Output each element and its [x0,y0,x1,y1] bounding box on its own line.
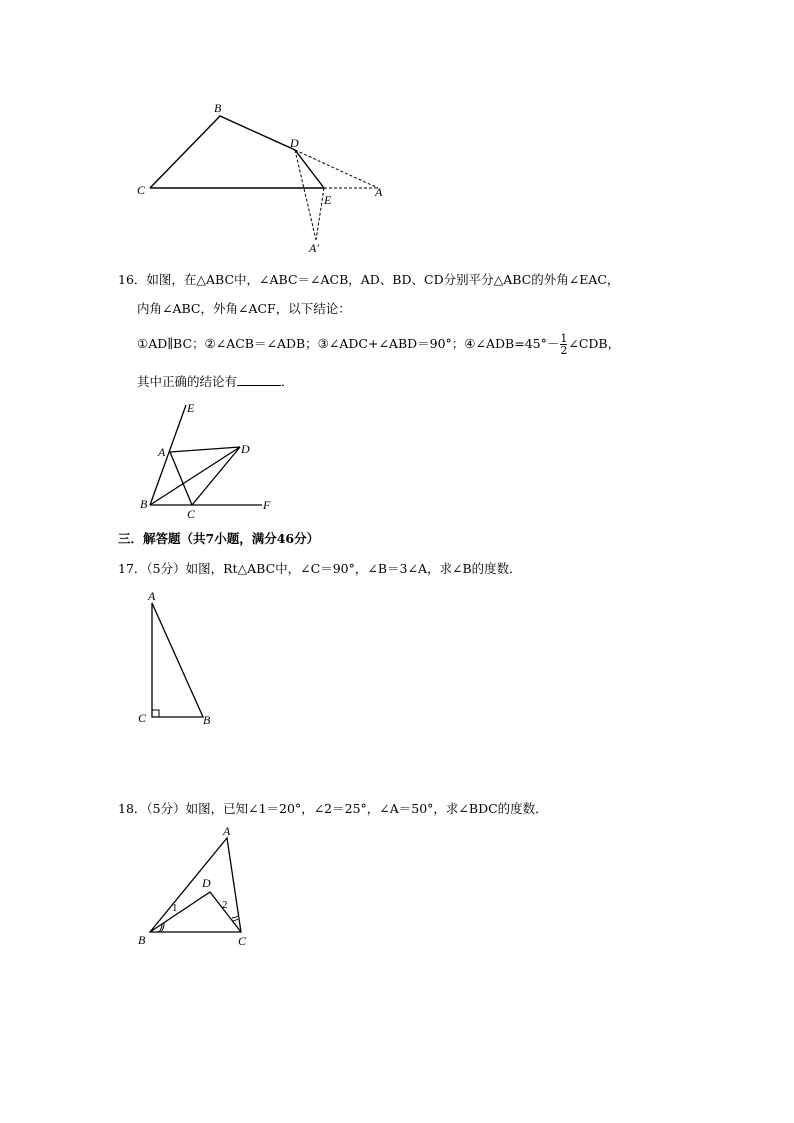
label-A: A [148,589,156,603]
label-B: B [203,713,211,727]
label-A: A [375,185,383,199]
section-heading: 三．解答题（共7小题，满分46分） [118,531,320,546]
fraction-denominator: 2 [560,344,568,357]
q16-text-1: 如图，在△ABC中，∠ABC＝∠ACB，AD、BD、CD分别平分△ABC的外角∠EAC， [146,272,620,287]
q16-period: ． [281,374,294,389]
q17-text: 17．（5分）如图，Rt△ABC中，∠C＝90°，∠B＝3∠A，求∠B的度数． [118,561,522,576]
label-D: D [202,876,211,890]
label-C: C [137,183,146,197]
fraction-numerator: 1 [560,332,568,345]
angle-label-1: 1 [172,902,178,914]
label-E: E [187,401,195,415]
label-B: B [138,933,146,947]
label-A: A [158,445,166,459]
label-C: C [238,934,247,948]
label-D: D [241,442,250,456]
q16-conclusions: ①AD∥BC；②∠ACB＝∠ADB；③∠ADC+∠ABD＝90°；④∠ADB=45°－ [137,336,560,351]
q16-number: 16． [118,272,147,287]
q16-line2: 内角∠ABC，外角∠ACF，以下结论： [137,301,351,316]
label-B: B [140,497,148,511]
label-F: F [263,498,271,512]
angle-label-2: 2 [222,899,228,911]
label-E: E [324,193,332,207]
label-C: C [138,711,147,725]
label-C: C [187,507,196,521]
q16-answer-prompt: 其中正确的结论有 [137,374,238,389]
label-B: B [214,101,222,115]
q16-conclusions-end: ∠CDB， [568,336,621,351]
label-A: A [223,824,231,838]
label-A-prime: A′ [309,241,319,255]
q18-text: 18．（5分）如图，已知∠1＝20°，∠2＝25°，∠A＝50°，求∠BDC的度数． [118,801,548,816]
label-D: D [290,136,299,150]
